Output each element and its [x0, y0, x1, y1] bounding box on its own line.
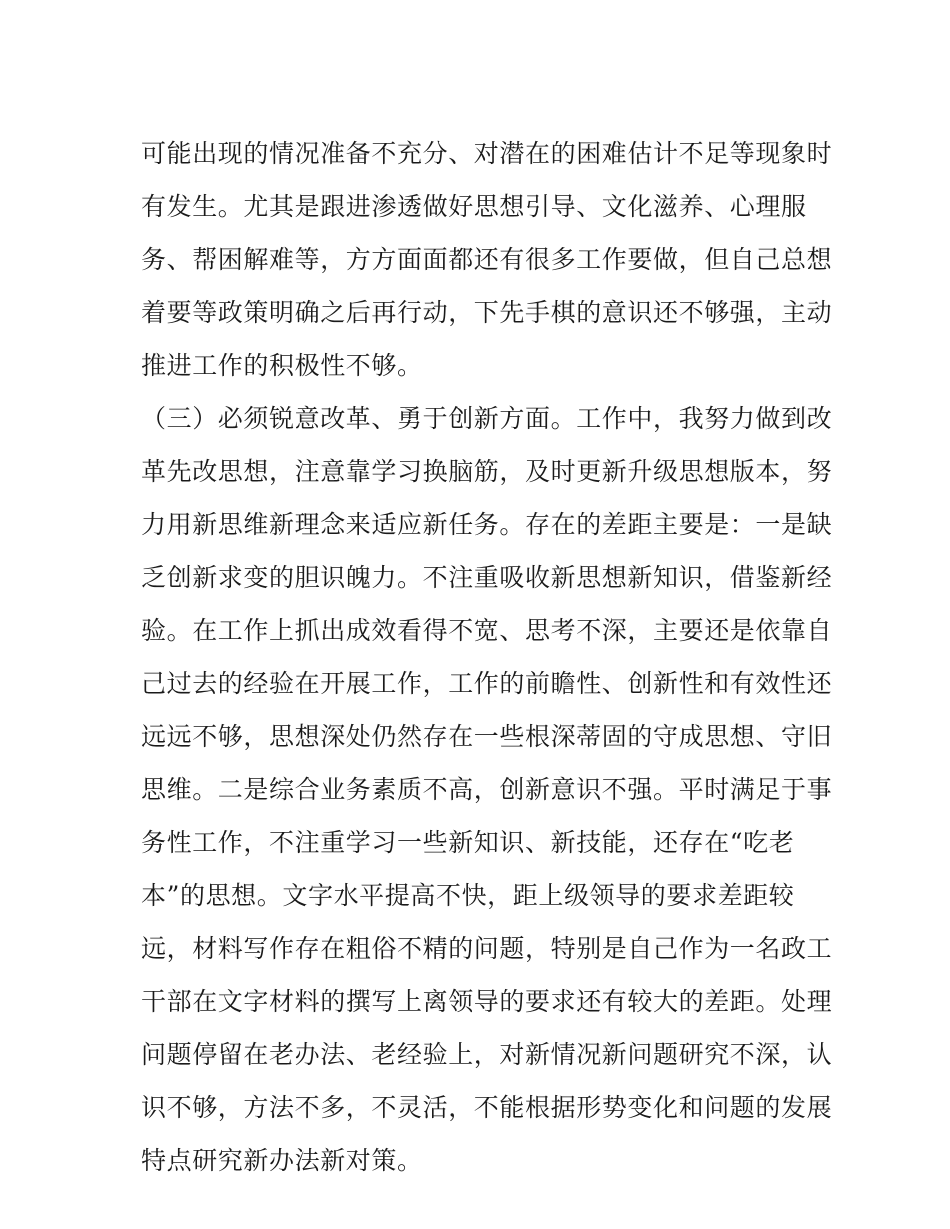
text-line: 问题停留在老办法、老经验上，对新情况新问题研究不深，认: [141, 1040, 833, 1069]
text-line: 务、帮困解难等，方方面面都还有很多工作要做，但自己总想: [141, 245, 833, 274]
text-line: 思维。二是综合业务素质不高，创新意识不强。平时满足于事: [141, 775, 833, 804]
text-line: 乏创新求变的胆识魄力。不注重吸收新思想新知识，借鉴新经: [141, 563, 833, 592]
text-line: 远远不够，思想深处仍然存在一些根深蒂固的守成思想、守旧: [141, 722, 833, 751]
text-line: 务性工作，不注重学习一些新知识、新技能，还存在“吃老: [141, 828, 795, 857]
text-line: 力用新思维新理念来适应新任务。存在的差距主要是：一是缺: [141, 510, 833, 539]
text-line: 远，材料写作存在粗俗不精的问题，特别是自己作为一名政工: [141, 934, 833, 963]
text-line: 己过去的经验在开展工作，工作的前瞻性、创新性和有效性还: [141, 669, 833, 698]
text-line: 特点研究新办法新对策。: [141, 1146, 423, 1175]
text-line: 有发生。尤其是跟进渗透做好思想引导、文化滋养、心理服: [141, 192, 807, 221]
text-line: 革先改思想，注意靠学习换脑筋，及时更新升级思想版本，努: [141, 457, 833, 486]
text-line: 验。在工作上抓出成效看得不宽、思考不深，主要还是依靠自: [141, 616, 833, 645]
text-line: 可能出现的情况准备不充分、对潜在的困难估计不足等现象时: [141, 139, 833, 168]
text-line: 干部在文字材料的撰写上离领导的要求还有较大的差距。处理: [141, 987, 833, 1016]
text-line: 推进工作的积极性不够。: [141, 351, 423, 380]
text-line: 本”的思想。文字水平提高不快，距上级领导的要求差距较: [141, 881, 795, 910]
text-line: 识不够，方法不多，不灵活，不能根据形势变化和问题的发展: [141, 1093, 833, 1122]
text-line: （三）必须锐意改革、勇于创新方面。工作中，我努力做到改: [141, 404, 833, 433]
text-line: 着要等政策明确之后再行动，下先手棋的意识还不够强，主动: [141, 298, 833, 327]
